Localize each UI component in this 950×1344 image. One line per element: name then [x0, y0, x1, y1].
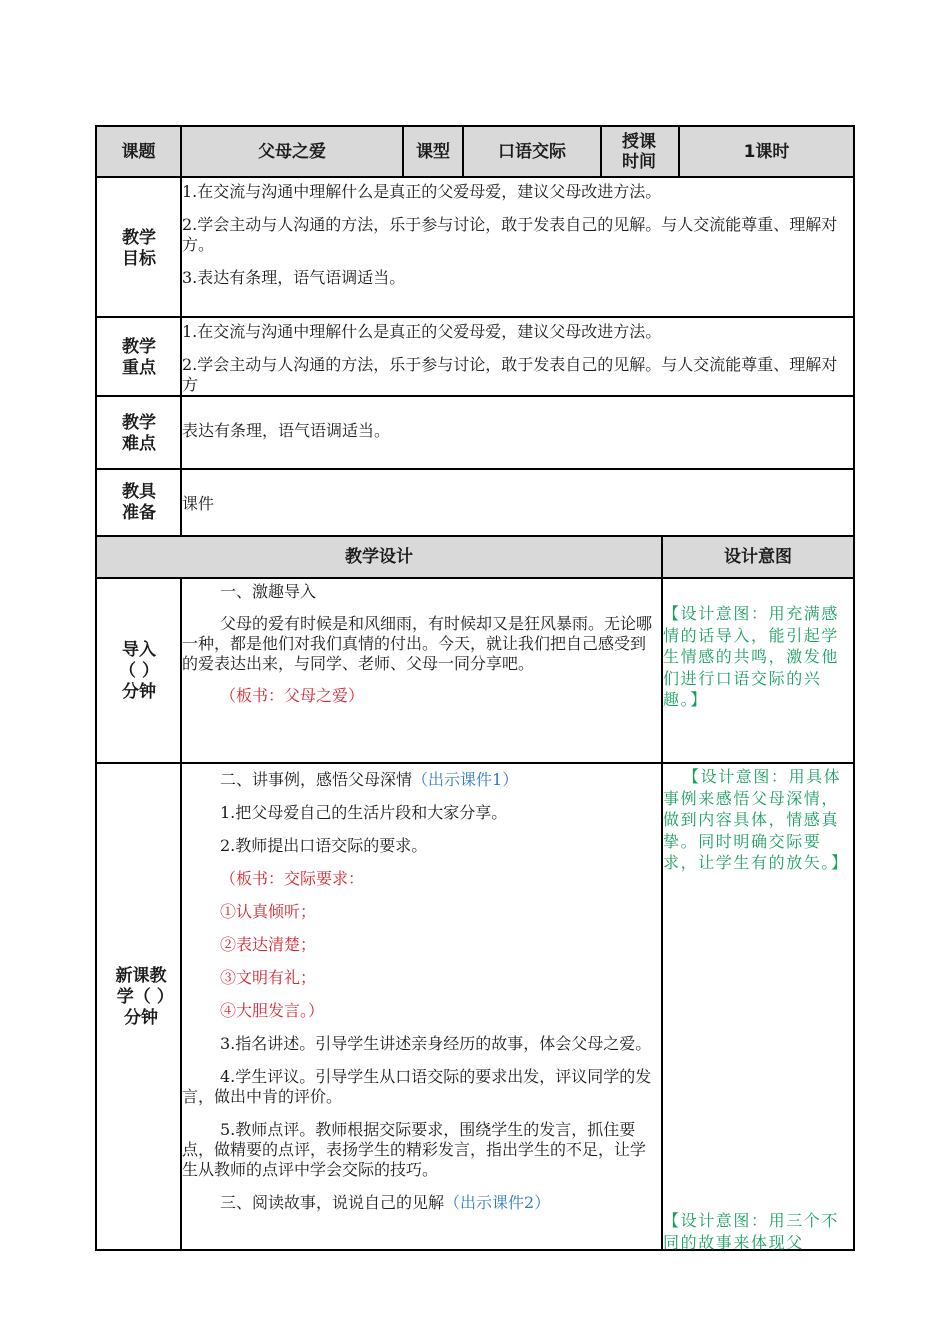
lesson-type-value: 口语交际: [498, 142, 566, 162]
class-time-label: 授课时间: [622, 132, 656, 172]
design-header: 教学设计: [345, 547, 413, 567]
intro-content: [182, 582, 661, 706]
intro-intent: 【设计意图：用充满感情的话导入，能引起学生情感的共鸣，激发他们进行口语交际的兴趣。】: [663, 604, 840, 709]
lesson-step: 1.把父母爱自己的生活片段和大家分享。: [220, 803, 508, 822]
requirement-item: ②表达清楚；: [220, 935, 317, 954]
topic-value: 父母之爱: [258, 142, 326, 162]
goal-item: 1.在交流与沟通中理解什么是真正的父爱母爱，建议父母改进方法。: [182, 182, 662, 201]
goal-item: 2.学会主动与人沟通的方法，乐于参与讨论，敢于发表自己的见解。与人交流能尊重、理解对方。: [182, 215, 838, 254]
topic-label: 课题: [121, 142, 156, 162]
materials-label: 教具准备: [122, 482, 156, 523]
board-note: （板书：交际要求：: [220, 869, 365, 888]
intro-heading: 一、激趣导入: [220, 582, 317, 601]
new-lesson-content: [182, 770, 661, 1213]
key-points-label: 教学重点: [122, 337, 156, 378]
key-point-item: 1.在交流与沟通中理解什么是真正的父爱母爱，建议父母改进方法。: [182, 322, 662, 341]
new-lesson-label: 新课教学（ ）分钟: [115, 966, 167, 1028]
intro-paragraph: 父母的爱有时候是和风细雨，有时候却又是狂风暴雨。无论哪一种，都是他们对我们真情的付出。今天，就让我们把自己感受到的爱表达出来，与同学、老师、父母一同分享吧。: [182, 614, 653, 673]
goal-item: 3.表达有条理，语气语调适当。: [182, 268, 406, 287]
courseware-link-1[interactable]: （出示课件1）: [412, 770, 519, 789]
class-time-value: 1课时: [743, 142, 790, 162]
new-lesson-intent-2: 【设计意图：用三个不同的故事来体现父: [663, 1211, 840, 1250]
goals-label: 教学目标: [122, 228, 156, 269]
courseware-link-2[interactable]: （出示课件2）: [444, 1193, 551, 1212]
lesson-step: 4.学生评议。引导学生从口语交际的要求出发，评议同学的发言，做出中肯的评价。: [182, 1067, 652, 1106]
section2-heading-line: [182, 770, 661, 790]
key-points-list: [182, 322, 853, 395]
difficulties-text: 表达有条理，语气语调适当。: [182, 421, 391, 440]
requirement-item: ①认真倾听；: [220, 902, 317, 921]
intent-header: 设计意图: [724, 547, 792, 567]
section2-heading: 二、讲事例，感悟父母深情: [220, 770, 413, 789]
lesson-step: 5.教师点评。教师根据交际要求，围绕学生的发言，抓住要点，做精要的点评，表扬学生的精彩发言，指出学生的不足，让学生从教师的点评中学会交际的技巧。: [182, 1120, 647, 1179]
new-lesson-intent-1: 【设计意图：用具体事例来感悟父母深情，做到内容具体，情感真挚。同时明确交际要求，让学生有的放矢。】: [663, 767, 849, 872]
key-point-item: 2.学会主动与人沟通的方法，乐于参与讨论，敢于发表自己的见解。与人交流能尊重、理解对方: [182, 355, 838, 394]
materials-text: 课件: [182, 494, 215, 513]
requirement-item: ③文明有礼；: [220, 968, 317, 987]
intro-label: 导入（ ）分钟: [119, 640, 159, 702]
goals-list: [182, 182, 853, 288]
lesson-step: 2.教师提出口语交际的要求。: [220, 836, 428, 855]
requirement-item: ④大胆发言。）: [220, 1001, 325, 1020]
intro-board-note: （板书：父母之爱）: [220, 686, 365, 705]
difficulties-label: 教学难点: [122, 413, 156, 454]
lesson-step: 3.指名讲述。引导学生讲述亲身经历的故事，体会父母之爱。: [220, 1034, 652, 1053]
lesson-type-label: 课型: [416, 142, 450, 162]
section3-heading: 三、阅读故事，说说自己的见解: [220, 1193, 445, 1212]
section3-heading-line: [182, 1193, 661, 1213]
